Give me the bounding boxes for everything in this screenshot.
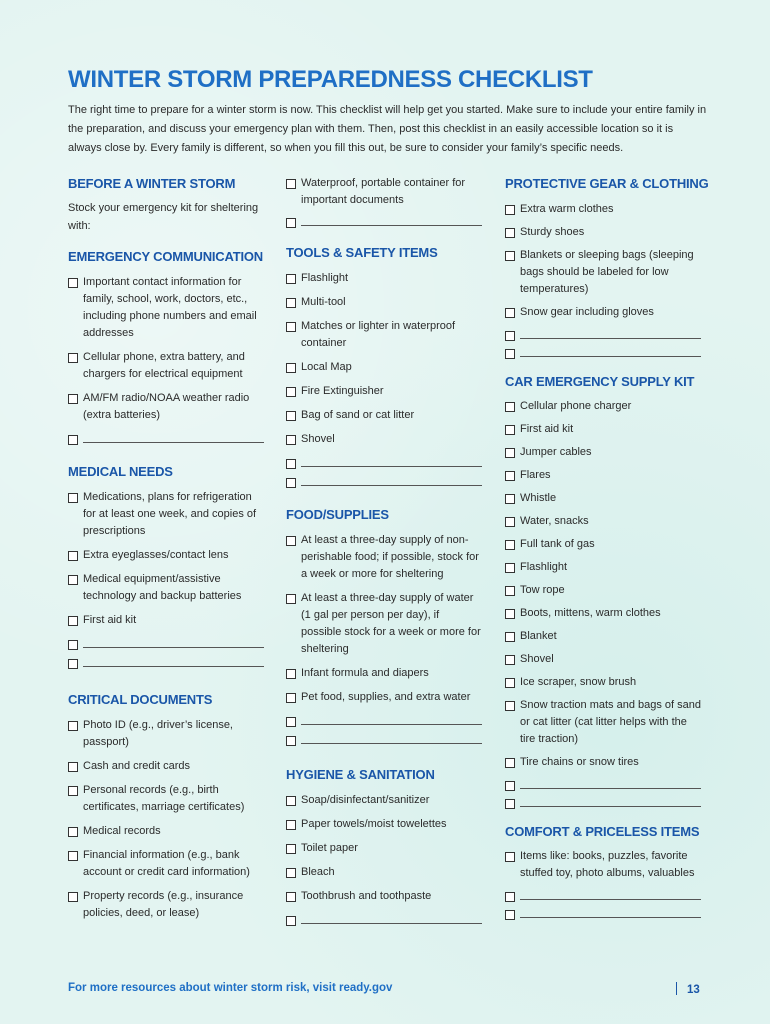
- checklist-item[interactable]: Sturdy shoes: [505, 224, 701, 241]
- checklist-item[interactable]: Cellular phone charger: [505, 398, 701, 415]
- blank-checklist-item[interactable]: [286, 713, 482, 725]
- checkbox[interactable]: [505, 471, 515, 481]
- before-text: Stock your emergency kit for sheltering with:: [68, 202, 259, 232]
- checklist-item[interactable]: At least a three-day supply of non-perishable food; if possible, stock for a week or more for sheltering: [286, 532, 482, 583]
- blank-checklist-item[interactable]: [68, 655, 264, 667]
- checklist-item[interactable]: Flashlight: [286, 270, 482, 287]
- checklist-item[interactable]: First aid kit: [68, 612, 264, 629]
- checkbox[interactable]: [286, 218, 296, 228]
- checklist-item[interactable]: Photo ID (e.g., driver’s license, passport): [68, 717, 264, 751]
- checkbox[interactable]: [68, 551, 78, 561]
- checkbox[interactable]: [68, 659, 78, 669]
- blank-checklist-item[interactable]: [286, 214, 482, 226]
- checkbox[interactable]: [286, 459, 296, 469]
- checkbox[interactable]: [68, 786, 78, 796]
- checkbox[interactable]: [505, 892, 515, 902]
- blank-line[interactable]: [520, 327, 701, 339]
- checkbox[interactable]: [68, 394, 78, 404]
- checklist-item[interactable]: Bleach: [286, 864, 482, 881]
- checklist-item[interactable]: Shovel: [505, 651, 701, 668]
- divider-bar: [676, 982, 677, 995]
- blank-line[interactable]: [301, 732, 482, 744]
- blank-checklist-item[interactable]: [286, 474, 482, 486]
- checkbox[interactable]: [286, 536, 296, 546]
- blank-checklist-item[interactable]: [505, 777, 701, 789]
- checklist-item[interactable]: Cellular phone, extra battery, and chargers for electrical equipment: [68, 349, 264, 383]
- checkbox[interactable]: [505, 609, 515, 619]
- checkbox[interactable]: [505, 517, 515, 527]
- checklist-item[interactable]: Toothbrush and toothpaste: [286, 888, 482, 905]
- checkbox[interactable]: [505, 563, 515, 573]
- checklist-item[interactable]: First aid kit: [505, 421, 701, 438]
- checkbox[interactable]: [286, 844, 296, 854]
- checkbox[interactable]: [505, 586, 515, 596]
- checklist-item[interactable]: Personal records (e.g., birth certificates, marriage certificates): [68, 782, 264, 816]
- blank-line[interactable]: [520, 888, 701, 900]
- blank-checklist-item[interactable]: [505, 795, 701, 807]
- checkbox[interactable]: [505, 251, 515, 261]
- checkbox[interactable]: [68, 851, 78, 861]
- checkbox[interactable]: [286, 868, 296, 878]
- blank-line[interactable]: [301, 912, 482, 924]
- blank-line[interactable]: [520, 777, 701, 789]
- checkbox[interactable]: [505, 852, 515, 862]
- checkbox[interactable]: [505, 308, 515, 318]
- checkbox[interactable]: [505, 799, 515, 809]
- checkbox[interactable]: [286, 736, 296, 746]
- checklist-item[interactable]: Shovel: [286, 431, 482, 448]
- column-3: [505, 175, 709, 918]
- checklist-item[interactable]: Financial information (e.g., bank account or credit card information): [68, 847, 264, 881]
- section-heading-critical-documents: CRITICAL DOCUMENTS: [68, 692, 213, 707]
- checkbox[interactable]: [286, 298, 296, 308]
- checklist-item[interactable]: Pet food, supplies, and extra water: [286, 689, 482, 706]
- emergency-communication-list: [68, 274, 264, 443]
- checkbox[interactable]: [505, 632, 515, 642]
- checklist-item[interactable]: Flares: [505, 467, 701, 484]
- blank-checklist-item[interactable]: [68, 636, 264, 648]
- comfort-items-list: [505, 848, 701, 918]
- checklist-item[interactable]: Medical records: [68, 823, 264, 840]
- checkbox[interactable]: [68, 616, 78, 626]
- checkbox[interactable]: [505, 205, 515, 215]
- checkbox[interactable]: [505, 655, 515, 665]
- checkbox[interactable]: [68, 278, 78, 288]
- checkbox[interactable]: [68, 493, 78, 503]
- blank-checklist-item[interactable]: [286, 732, 482, 744]
- checkbox[interactable]: [505, 910, 515, 920]
- blank-line[interactable]: [301, 455, 482, 467]
- checklist-item[interactable]: Jumper cables: [505, 444, 701, 461]
- section-heading-emergency-communication: EMERGENCY COMMUNICATION: [68, 249, 263, 264]
- checkbox[interactable]: [286, 717, 296, 727]
- checkbox[interactable]: [286, 892, 296, 902]
- checkbox[interactable]: [68, 892, 78, 902]
- checklist-item[interactable]: Blanket: [505, 628, 701, 645]
- checklist-item[interactable]: Paper towels/moist towelettes: [286, 816, 482, 833]
- blank-checklist-item[interactable]: [68, 431, 264, 443]
- checkbox[interactable]: [505, 701, 515, 711]
- intro-paragraph: The right time to prepare for a winter storm is now. This checklist will help get you started. Make sure to include your entire family in the preparation, and discuss your emergency plan with them. Then, post this checklist in an easily accessible location so it is always close by. Every family is different, so when you fill this out, be sure to consider your family’s specific needs.: [68, 104, 707, 154]
- checklist-item[interactable]: Ice scraper, snow brush: [505, 674, 701, 691]
- hygiene-sanitation-list: [286, 792, 482, 924]
- blank-line[interactable]: [520, 345, 701, 357]
- checkbox[interactable]: [286, 411, 296, 421]
- protective-gear-list: [505, 201, 701, 357]
- blank-line[interactable]: [301, 214, 482, 226]
- checkbox[interactable]: [68, 435, 78, 445]
- checklist-item[interactable]: Extra warm clothes: [505, 201, 701, 218]
- critical-documents-list: [68, 717, 264, 922]
- checklist-item[interactable]: Water, snacks: [505, 513, 701, 530]
- medical-needs-list: [68, 489, 264, 667]
- checkbox[interactable]: [286, 820, 296, 830]
- blank-checklist-item[interactable]: [505, 327, 701, 339]
- section-heading-before: BEFORE A WINTER STORM: [68, 176, 236, 191]
- blank-line[interactable]: [83, 655, 264, 667]
- blank-checklist-item[interactable]: [505, 345, 701, 357]
- checkbox[interactable]: [286, 274, 296, 284]
- checkbox[interactable]: [505, 402, 515, 412]
- page-title: WINTER STORM PREPAREDNESS CHECKLIST: [68, 66, 593, 93]
- blank-checklist-item[interactable]: [286, 912, 482, 924]
- checklist-item[interactable]: Multi-tool: [286, 294, 482, 311]
- blank-line[interactable]: [83, 636, 264, 648]
- blank-line[interactable]: [83, 431, 264, 443]
- checklist-item[interactable]: Medications, plans for refrigeration for at least one week, and copies of prescriptions: [68, 489, 264, 540]
- blank-line[interactable]: [301, 713, 482, 725]
- checkbox[interactable]: [286, 916, 296, 926]
- checkbox[interactable]: [68, 353, 78, 363]
- footer-resource-link[interactable]: For more resources about winter storm risk, visit ready.gov: [68, 982, 393, 994]
- checklist-item[interactable]: Property records (e.g., insurance policies, deed, or lease): [68, 888, 264, 922]
- food-supplies-list: [286, 532, 482, 744]
- checklist-item[interactable]: Tow rope: [505, 582, 701, 599]
- checkbox[interactable]: [286, 669, 296, 679]
- checklist-item[interactable]: Items like: books, puzzles, favorite stuffed toy, photo albums, valuables: [505, 848, 701, 882]
- checkbox[interactable]: [286, 693, 296, 703]
- checkbox[interactable]: [68, 762, 78, 772]
- checkbox[interactable]: [286, 594, 296, 604]
- column-2: [286, 175, 482, 924]
- checklist-item[interactable]: Blankets or sleeping bags (sleeping bags should be labeled for low temperatures): [505, 247, 701, 298]
- checkbox[interactable]: [68, 640, 78, 650]
- checkbox[interactable]: [286, 478, 296, 488]
- blank-checklist-item[interactable]: [505, 888, 701, 900]
- checklist-item[interactable]: Local Map: [286, 359, 482, 376]
- checklist-item[interactable]: Toilet paper: [286, 840, 482, 857]
- checkbox[interactable]: [68, 721, 78, 731]
- checklist-item[interactable]: At least a three-day supply of water (1 gal per person per day), if possible stock for a week or more for sheltering: [286, 590, 482, 658]
- checkbox[interactable]: [505, 758, 515, 768]
- column-1: [68, 175, 264, 922]
- section-heading-comfort-items: COMFORT & PRICELESS ITEMS: [505, 824, 700, 839]
- checkbox[interactable]: [505, 448, 515, 458]
- documents-container-list: [286, 175, 482, 226]
- checkbox[interactable]: [505, 540, 515, 550]
- checklist-item[interactable]: Tire chains or snow tires: [505, 754, 701, 771]
- section-heading-car-emergency-kit: CAR EMERGENCY SUPPLY KIT: [505, 374, 695, 389]
- checkbox[interactable]: [286, 796, 296, 806]
- blank-checklist-item[interactable]: [505, 906, 701, 918]
- blank-line[interactable]: [520, 906, 701, 918]
- car-emergency-kit-list: [505, 398, 701, 807]
- checkbox[interactable]: [68, 575, 78, 585]
- section-heading-food-supplies: FOOD/SUPPLIES: [286, 507, 389, 522]
- section-heading-hygiene-sanitation: HYGIENE & SANITATION: [286, 767, 435, 782]
- checklist-item[interactable]: Fire Extinguisher: [286, 383, 482, 400]
- checkbox[interactable]: [505, 228, 515, 238]
- checkbox[interactable]: [286, 387, 296, 397]
- checkbox[interactable]: [505, 781, 515, 791]
- checkbox[interactable]: [505, 494, 515, 504]
- checkbox[interactable]: [68, 827, 78, 837]
- checklist-item[interactable]: Important contact information for family, school, work, doctors, etc., including phone numbers and email addresses: [68, 274, 264, 342]
- checklist-item[interactable]: Extra eyeglasses/contact lens: [68, 547, 264, 564]
- checklist-item[interactable]: AM/FM radio/NOAA weather radio (extra batteries): [68, 390, 264, 424]
- section-heading-medical-needs: MEDICAL NEEDS: [68, 464, 173, 479]
- section-heading-tools-safety: TOOLS & SAFETY ITEMS: [286, 245, 438, 260]
- checkbox[interactable]: [286, 363, 296, 373]
- checkbox[interactable]: [286, 179, 296, 189]
- tools-safety-list: [286, 270, 482, 486]
- blank-line[interactable]: [301, 474, 482, 486]
- checkbox[interactable]: [286, 435, 296, 445]
- checklist-item[interactable]: Waterproof, portable container for important documents: [286, 175, 482, 209]
- blank-checklist-item[interactable]: [286, 455, 482, 467]
- checklist-item[interactable]: Boots, mittens, warm clothes: [505, 605, 701, 622]
- checklist-item[interactable]: Medical equipment/assistive technology and backup batteries: [68, 571, 264, 605]
- checkbox[interactable]: [505, 331, 515, 341]
- checklist-item[interactable]: Matches or lighter in waterproof container: [286, 318, 482, 352]
- checkbox[interactable]: [505, 425, 515, 435]
- blank-line[interactable]: [520, 795, 701, 807]
- checklist-item[interactable]: Flashlight: [505, 559, 701, 576]
- checklist-item[interactable]: Cash and credit cards: [68, 758, 264, 775]
- checklist-item[interactable]: Full tank of gas: [505, 536, 701, 553]
- checklist-item[interactable]: Snow traction mats and bags of sand or cat litter (cat litter helps with the tire traction): [505, 697, 701, 748]
- page-number: 13: [676, 982, 700, 996]
- checkbox[interactable]: [505, 349, 515, 359]
- checklist-item[interactable]: Whistle: [505, 490, 701, 507]
- checklist-item[interactable]: Infant formula and diapers: [286, 665, 482, 682]
- checklist-item[interactable]: Soap/disinfectant/sanitizer: [286, 792, 482, 809]
- checklist-item[interactable]: Snow gear including gloves: [505, 304, 701, 321]
- section-heading-protective-gear: PROTECTIVE GEAR & CLOTHING: [505, 176, 709, 191]
- checklist-item[interactable]: Bag of sand or cat litter: [286, 407, 482, 424]
- checkbox[interactable]: [505, 678, 515, 688]
- checkbox[interactable]: [286, 322, 296, 332]
